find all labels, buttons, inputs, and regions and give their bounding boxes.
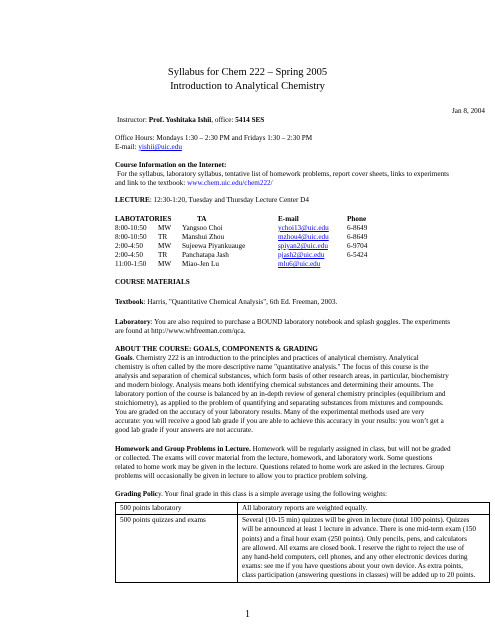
grading-label-tail: y xyxy=(157,490,162,498)
instructor-name: Prof. Yoshitaka Ishii xyxy=(148,116,212,124)
lecture-line xyxy=(115,196,309,205)
homework-label: Homework and Group Problems in Lecture. xyxy=(115,445,251,453)
homework-text-line: problems will occasionally be given in lecture to allow you to practice problem solving. xyxy=(115,472,368,480)
grading-text: . Your final grade in this class is a simple average using the following weights: xyxy=(161,490,388,498)
homework-line xyxy=(115,445,451,454)
lab-day: MW xyxy=(158,260,172,268)
goals-text-line: and modern biology. Analysis means both identifying chemical substances and determining their amounts. The xyxy=(115,381,434,389)
lab-ta: Sujeewa Piyankuauge xyxy=(182,242,246,250)
lab-day: MW xyxy=(158,224,172,232)
grading-points: 500 points laboratory xyxy=(116,503,238,515)
course-info-line1: For the syllabus, laboratory syllabus, tentative list of homework problems, report cover sheets, links to experiments xyxy=(117,170,449,178)
grading-description xyxy=(238,515,490,582)
grading-points: 500 points quizzes and exams xyxy=(116,515,238,582)
lab-day: TR xyxy=(158,233,168,241)
lab-ta: Panchatapa Jash xyxy=(182,251,229,259)
laboratory-text: : You are also required to purchase a BOUND laboratory notebook and splash goggles. The experiments xyxy=(150,318,451,326)
lab-phone: 6-9704 xyxy=(347,242,368,250)
document-date: Jan 8, 2004 xyxy=(452,107,485,115)
grading-description-line: any hand-held computers, cell phones, and any other electronic devices during xyxy=(242,553,468,562)
grading-description-line: will be announced at least 1 lecture in advance. There is one mid-term exam (150 xyxy=(242,525,476,534)
course-info-prefix: and link to the textbook: xyxy=(115,179,186,187)
lab-time: 8:00-10:50 xyxy=(115,233,147,241)
lab-email-link[interactable]: pjash2@uic.edu xyxy=(278,251,325,259)
goals-text-line: good lab grade if your answers are not accurate. xyxy=(115,426,253,434)
lab-phone: 6-5424 xyxy=(347,251,368,259)
grading-description-line: exams: see me if you have questions about your own device. As extra points, xyxy=(242,562,463,571)
laboratory-line1 xyxy=(115,318,450,327)
lab-ta: Miao-Jen Lu xyxy=(182,260,219,268)
lab-time: 2:00-4:50 xyxy=(115,242,143,250)
email-label: E-mail: xyxy=(115,143,137,151)
goals-text-line: You are graded on the accuracy of your laboratory results. Many of the experimental methods used are very xyxy=(115,408,425,416)
goals-text-line: chemistry is often called by the more descriptive name "quantitative analysis." The focus of this course is the xyxy=(115,363,429,371)
lab-time: 8:00-10:50 xyxy=(115,224,147,232)
grading-description-line: All laboratory reports are weighted equally. xyxy=(242,504,368,512)
about-heading: ABOUT THE COURSE: GOALS, COMPONENTS & GRADING xyxy=(115,345,318,353)
instructor-email-link[interactable]: yishii@uic.edu xyxy=(138,143,182,151)
document-subtitle: Introduction to Analytical Chemistry xyxy=(170,81,325,92)
goals-text-line: stoichiometry), as applied to the problem of quantifying and separating substances from mixtures and compounds. xyxy=(115,399,444,407)
goals-text-line: analysis and separation of chemical substances, which form basis of other research areas, in particular, biochemistry xyxy=(115,372,449,380)
grading-row xyxy=(116,503,490,515)
lecture-text: : 12:30-1:20, Tuesday and Thursday Lecture Center D4 xyxy=(149,196,309,204)
page-number: 1 xyxy=(245,609,250,620)
grading-description-line: Several (10-15 min) quizzes will be given in lecture (total 100 points). Quizzes xyxy=(242,516,470,525)
labs-header-labs: LABOTATORIES xyxy=(115,215,172,223)
lab-day: MW xyxy=(158,242,172,250)
labs-header-email: E-mail xyxy=(278,215,299,223)
textbook-label: Textbook xyxy=(115,298,144,306)
lab-phone: 6-8649 xyxy=(347,233,368,241)
lab-ta: Manshui Zhou xyxy=(182,233,225,241)
goals-line xyxy=(115,354,419,363)
grading-row xyxy=(116,515,490,582)
grading-description-line: are allowed. All exams are closed book. I reserve the right to reject the use of xyxy=(242,543,465,552)
laboratory-label: Laboratory xyxy=(115,318,151,326)
goals-text: . Chemistry 222 is an introduction to the principles and practices of analytical chemistry. Analytical xyxy=(132,354,419,362)
labs-header-ta: TA xyxy=(197,215,207,223)
instructor-label: Instructor: xyxy=(117,116,147,124)
textbook-line xyxy=(115,298,337,307)
instructor-line xyxy=(117,116,264,125)
lab-email-link[interactable]: mlu6@uic.edu xyxy=(278,260,321,268)
office-hours: Office Hours: Mondays 1:30 – 2:30 PM and Fridays 1:30 – 2:30 PM xyxy=(115,134,313,142)
office-label: , office: xyxy=(211,116,234,124)
course-website-link[interactable]: www.chem.uic.edu/chem222/ xyxy=(187,179,273,187)
labs-header-phone: Phone xyxy=(347,215,367,223)
grading-description-line: class participation (answering questions in classes) will be added up to 20 points. xyxy=(242,571,476,580)
lab-time: 2:00-4:50 xyxy=(115,251,143,259)
grading-description-line: points) and a final hour exam (250 points). Only pencils, pens, and calculators xyxy=(242,534,467,543)
goals-text-line: laboratory portion of the course is balanced by an in-depth review of general chemistry principles (equilibrium and xyxy=(115,390,446,398)
lecture-label: LECTURE xyxy=(115,196,150,204)
laboratory-line2: are found at http://www.whfreeman.com/qca. xyxy=(115,327,246,335)
lab-time: 11:00-1:50 xyxy=(115,260,147,268)
homework-text: Homework will be regularly assigned in class, but will not be graded xyxy=(250,445,451,453)
lab-email-link[interactable]: spiyan2@uic.edu xyxy=(278,242,328,250)
lab-email-link[interactable]: ychoi13@uic.edu xyxy=(278,224,329,232)
lab-ta: Yangsoo Choi xyxy=(182,224,223,232)
materials-heading: COURSE MATERIALS xyxy=(115,278,190,286)
grading-description xyxy=(238,503,490,515)
course-info-heading: Course Information on the Internet: xyxy=(115,161,227,169)
grading-line xyxy=(115,490,387,499)
document-title: Syllabus for Chem 222 – Spring 2005 xyxy=(167,67,328,78)
lab-day: TR xyxy=(158,251,168,259)
course-info-line2 xyxy=(115,179,273,188)
homework-text-line: or collected. The exams will cover material from the lecture, homework, and laboratory work. Some questions xyxy=(115,454,433,462)
lab-phone: 6-8649 xyxy=(347,224,368,232)
email-line xyxy=(115,143,182,152)
homework-text-line: related to home work may be given in the lecture. Questions related to home work are asked in the lectures. Group xyxy=(115,463,445,471)
goals-text-line: accurate: you will receive a good lab grade if you are able to achieve this accuracy in your results: you won’t get a xyxy=(115,417,444,425)
grading-table xyxy=(115,502,490,583)
grading-label: Grading Polic xyxy=(115,490,158,498)
textbook-text: : Harris, "Quantitative Chemical Analysis", 6th Ed. Freeman, 2003. xyxy=(143,298,338,306)
lab-email-link[interactable]: mzhou4@uic.edu xyxy=(278,233,329,241)
goals-label: Goals xyxy=(115,354,133,362)
office-location: 5414 SES xyxy=(235,116,265,124)
